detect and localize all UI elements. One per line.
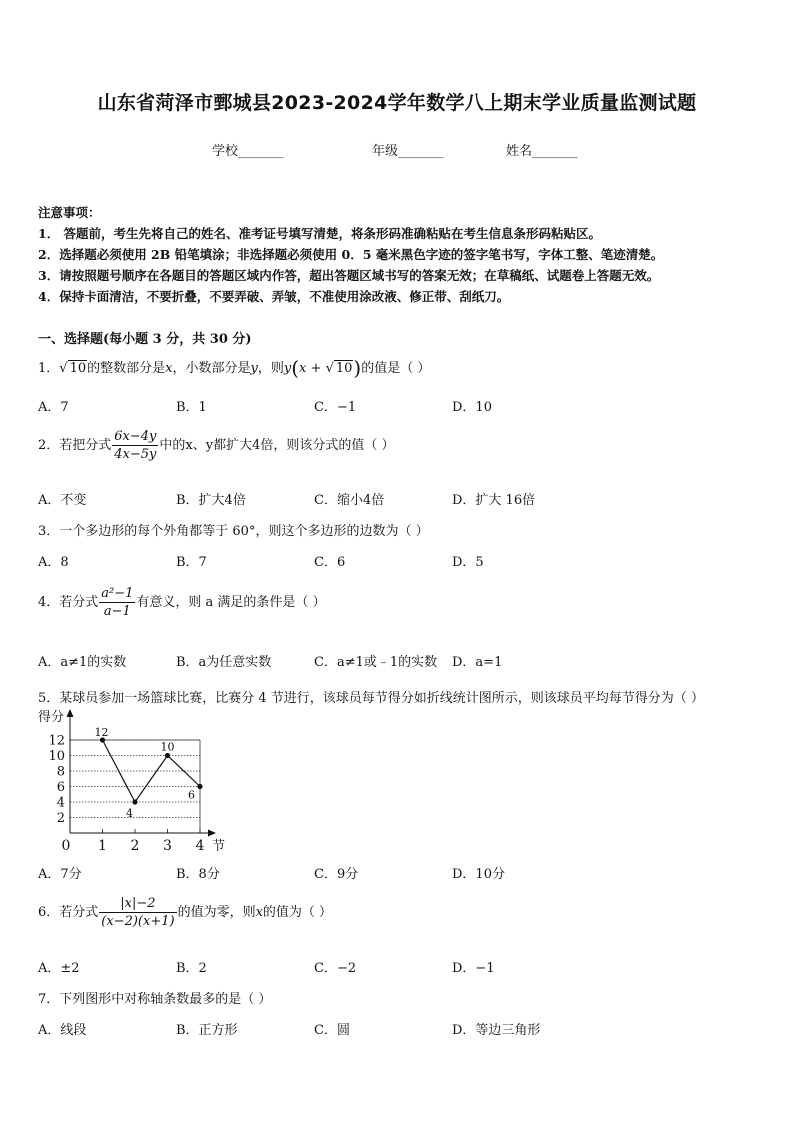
option-a: A．a≠1的实数 <box>38 655 127 670</box>
line-chart <box>36 706 236 854</box>
question-5: 5．某球员参加一场篮球比赛，比赛分 4 节进行，该球员每节得分如折线统计图所示，则该球员平均每节得分为（ ） <box>38 691 704 706</box>
option-c: C．a≠1或﹣1的实数 <box>314 655 438 670</box>
y-tick-label: 12 <box>48 733 65 749</box>
x-tick-label: 3 <box>163 838 172 854</box>
option-b: B．7 <box>176 555 207 570</box>
option-c: C．6 <box>314 555 346 570</box>
x-tick-label: 0 <box>61 838 71 854</box>
question-7: 7．下列图形中对称轴条数最多的是（ ） <box>38 992 272 1007</box>
x-tick-label: 2 <box>130 838 140 854</box>
data-label: 4 <box>126 807 133 820</box>
y-axis-arrow <box>67 709 74 717</box>
option-d: D．a=1 <box>452 655 503 670</box>
sqrt-symbol: √ 10 <box>59 361 87 376</box>
option-d: D．扩大 16倍 <box>452 493 536 508</box>
y-tick-label: 4 <box>56 795 65 811</box>
fraction: $\frac{6x-4y}{4x-5y}$ <box>114 429 157 462</box>
option-d: D．5 <box>452 555 484 570</box>
option-c: C．−1 <box>314 400 357 415</box>
question-2: 2．若把分式 $\frac{6x-4y}{4x-5y}$ 中的x、y都扩大4倍，则该分式的值（ ） <box>38 429 395 462</box>
option-a: A．7分 <box>38 867 82 882</box>
note-item: 4．保持卡面清洁，不要折叠，不要弄破、弄皱，不准使用涂改液、修正带、刮纸刀。 <box>38 289 510 304</box>
data-point <box>132 799 137 804</box>
option-a: A．不变 <box>38 493 87 508</box>
notes-heading: 注意事项： <box>38 205 101 220</box>
option-b: B．1 <box>176 400 207 415</box>
data-label: 6 <box>188 788 195 802</box>
option-a: A．7 <box>38 400 69 415</box>
option-d: D．10分 <box>452 867 505 882</box>
option-b: B．2 <box>176 961 207 976</box>
data-label: 12 <box>94 726 109 739</box>
data-point <box>197 784 202 789</box>
option-a: A．线段 <box>38 1023 87 1038</box>
option-c: C．9分 <box>314 867 359 882</box>
y-tick-label: 2 <box>56 811 65 826</box>
y-tick-label: 10 <box>48 749 65 764</box>
option-d: D．−1 <box>452 961 495 976</box>
section-title: 一、选择题(每小题 3 分，共 30 分) <box>38 332 252 347</box>
question-6: 6．若分式 $\frac{|x|-2}{(x-2)(x+1)}$ 的值为零，则x的值为（ ） <box>38 896 333 929</box>
note-item: 2．选择题必须使用 2B 铅笔填涂；非选择题必须使用 0．5 毫米黑色字迹的签字笔书写，字体工整、笔迹清楚。 <box>38 247 664 262</box>
y-axis-label: 得分 <box>38 710 65 725</box>
x-tick-label: 4 <box>195 838 205 854</box>
option-b: B．正方形 <box>176 1023 238 1038</box>
option-b: B．a为任意实数 <box>176 655 272 670</box>
fraction: $\frac{|x|-2}{(x-2)(x+1)}$ <box>101 896 175 929</box>
y-tick-label: 6 <box>56 780 65 795</box>
grade-field: 年级_______ <box>372 144 444 159</box>
name-field: 姓名_______ <box>506 144 578 159</box>
option-a: A．8 <box>38 555 69 570</box>
data-point <box>165 753 170 758</box>
option-b: B．8分 <box>176 867 220 882</box>
option-a: A．±2 <box>38 961 80 976</box>
question-4: 4．若分式 $\frac{\text{a²−1}}{a-1}$ 有意义，则 a 满足的条件是（ ） <box>38 586 326 619</box>
note-item: 1． 答题前，考生先将自己的姓名、准考证号填写清楚，将条形码准确粘贴在考生信息条形码粘贴区。 <box>38 226 602 241</box>
option-d: D．10 <box>452 400 492 415</box>
fraction: $\frac{\text{a²−1}}{a-1}$ <box>101 586 134 619</box>
question-3: 3．一个多边形的每个外角都等于 60°，则这个多边形的边数为（ ） <box>38 524 429 539</box>
question-1: 1．√ 10的整数部分是x，小数部分是y，则y(x + √ 10)的值是（ ） <box>38 356 431 380</box>
x-axis-label: 节 <box>212 839 226 854</box>
note-item: 3．请按照题号顺序在各题目的答题区域内作答，超出答题区域书写的答案无效；在草稿纸、试题卷上答题无效。 <box>38 268 660 283</box>
school-field: 学校_______ <box>212 144 284 159</box>
x-axis-arrow <box>208 830 216 837</box>
x-tick-label: 1 <box>98 838 107 854</box>
option-c: C．圆 <box>314 1023 350 1038</box>
y-tick-label: 8 <box>56 764 65 780</box>
option-c: C．缩小4倍 <box>314 493 385 508</box>
page-title: 山东省菏泽市鄄城县2023-2024学年数学八上期末学业质量监测试题 <box>97 92 697 114</box>
option-c: C．−2 <box>314 961 357 976</box>
option-b: B．扩大4倍 <box>176 493 246 508</box>
data-label: 10 <box>160 740 175 754</box>
option-d: D．等边三角形 <box>452 1023 541 1038</box>
